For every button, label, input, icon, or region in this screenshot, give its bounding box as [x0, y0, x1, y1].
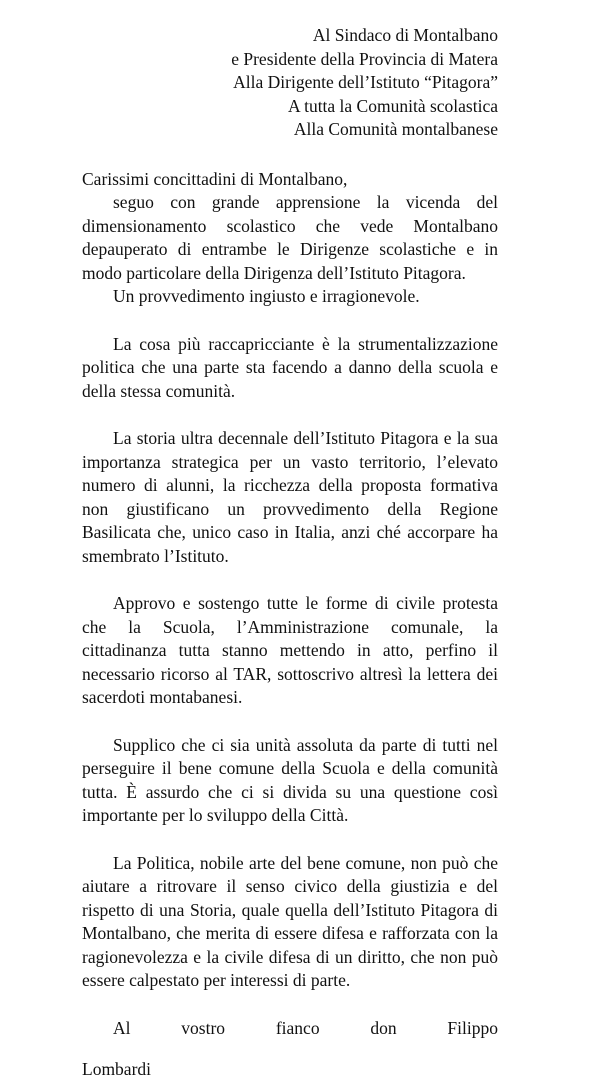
body-paragraph: seguo con grande apprensione la vicenda del dimensionamento scolastico che vede Montalbano depauperato di entrambe le Dirigenze scolastiche e in modo particolare della Dirigenza dell’Istituto Pitagora. — [82, 191, 498, 285]
addressee-line: Al Sindaco di Montalbano — [82, 24, 498, 48]
body-paragraph: Supplico che ci sia unità assoluta da parte di tutti nel perseguire il bene comune della Scuola e della comunità tutta. È assurdo che ci si divida su una questione così importante per lo sviluppo della Città. — [82, 734, 498, 828]
addressee-line: Alla Dirigente dell’Istituto “Pitagora” — [82, 71, 498, 95]
body-paragraph: Approvo e sostengo tutte le forme di civile protesta che la Scuola, l’Amministrazione comunale, la cittadinanza tutta stanno mettendo in atto, perfino il necessario ricorso al TAR, sottoscrivo altresì la lettera dei sacerdoti montabanesi. — [82, 592, 498, 710]
addressee-block — [82, 24, 498, 142]
addressee-line: Alla Comunità montalbanese — [82, 118, 498, 142]
body-paragraph: La storia ultra decennale dell’Istituto Pitagora e la sua importanza strategica per un vasto territorio, l’elevato numero di alunni, la ricchezza della proposta formativa non giustificano un provvedimento della Regione Basilicata che, unico caso in Italia, anzi ché accorpare ha smembrato l’Istituto. — [82, 427, 498, 568]
addressee-line: e Presidente della Provincia di Matera — [82, 48, 498, 72]
body-paragraph: Un provvedimento ingiusto e irragionevole. — [82, 285, 498, 309]
salutation: Carissimi concittadini di Montalbano, — [82, 168, 498, 192]
letter — [82, 24, 498, 1081]
body-paragraph: La cosa più raccapricciante è la strumentalizzazione politica che una parte sta facendo a danno della scuola e della stessa comunità. — [82, 333, 498, 404]
signature-name: Lombardi — [82, 1058, 498, 1081]
closing-line: Al vostro fianco don Filippo — [82, 1017, 498, 1041]
body-paragraph: La Politica, nobile arte del bene comune, non può che aiutare a ritrovare il senso civico della giustizia e del rispetto di una Storia, quale quella dell’Istituto Pitagora di Montalbano, che merita di essere difesa e rafforzata con la ragionevolezza e la civile difesa di un diritto, che non può essere calpestato per interessi di parte. — [82, 852, 498, 993]
addressee-line: A tutta la Comunità scolastica — [82, 95, 498, 119]
